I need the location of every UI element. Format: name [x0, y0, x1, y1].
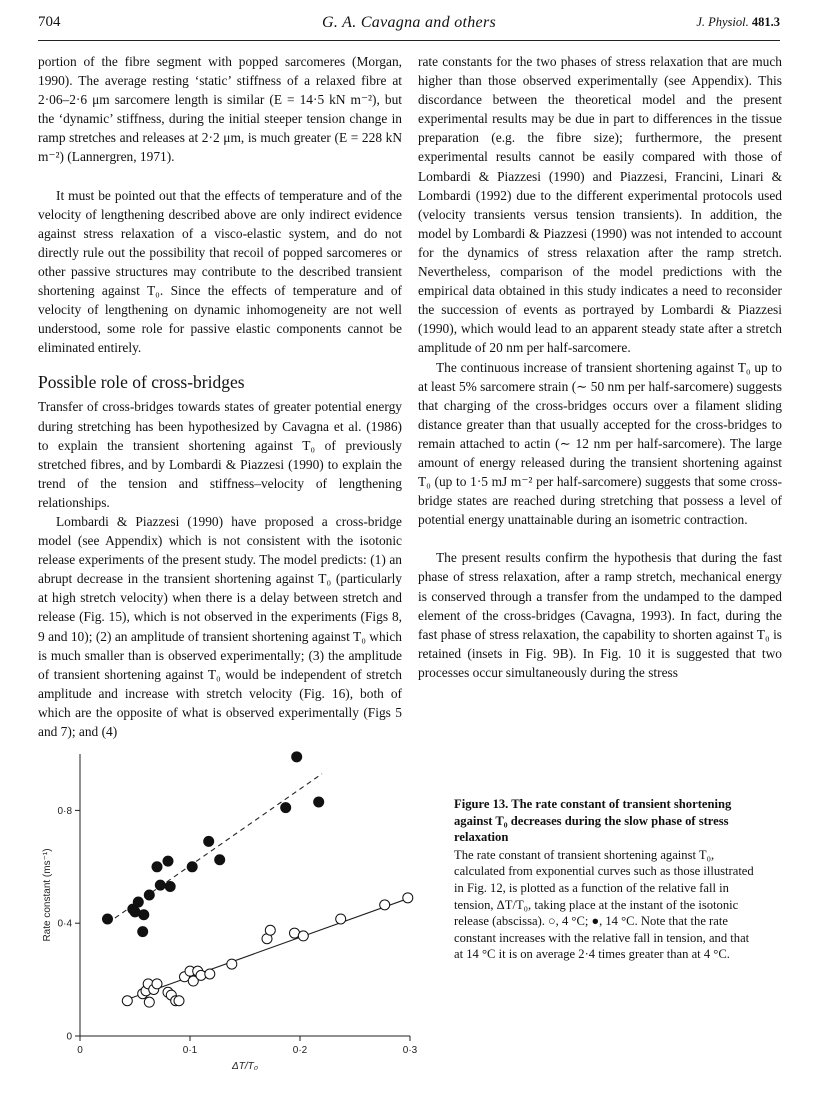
data-point-4c: [227, 959, 237, 969]
running-authors: G. A. Cavagna and others: [321, 14, 496, 31]
section-heading: Possible role of cross-bridges: [38, 372, 245, 393]
data-point-14c: [152, 862, 162, 872]
data-point-14c: [163, 856, 173, 866]
data-point-14c: [165, 882, 175, 892]
x-tick-label: 0: [77, 1045, 83, 1056]
data-point-4c: [298, 931, 308, 941]
data-point-14c: [215, 855, 225, 865]
caption-title: Figure 13. The rate constant of transient shortening against T₀ decreases during the slow phase of stress relaxation: [454, 797, 732, 845]
x-axis-label: ΔT/T₀: [232, 1061, 258, 1072]
x-tick-label: 0·3: [402, 1045, 418, 1056]
data-point-14c: [204, 836, 214, 846]
left-column: [38, 52, 402, 741]
journal-reference: [696, 15, 780, 30]
y-tick-label: 0: [66, 1031, 72, 1043]
data-point-4c: [122, 996, 132, 1006]
paragraph: It must be pointed out that the effects of temperature and of the velocity of lengthening described above are only indirect evidence against stress relaxation of a visco-elastic system, and do not directly rule out the possibility that recoil of popped sarcomeres or other passive structures may contribute to the described transient shortening against T₀. Since the effects of temperature and of velocity of lengthening on dynamic inhomogeneity are not well understood, some role for passive elastic components cannot be eliminated entirely.: [38, 187, 402, 356]
data-point-4c: [336, 914, 346, 924]
data-point-4c: [152, 979, 162, 989]
y-tick-label: 0·4: [57, 918, 72, 930]
data-point-14c: [155, 880, 165, 890]
scatter-plot: [38, 746, 428, 1072]
data-point-14c: [103, 914, 113, 924]
data-point-4c: [205, 969, 215, 979]
header-rule: [38, 40, 780, 41]
page-number: 704: [38, 14, 61, 30]
data-point-4c: [265, 925, 275, 935]
paragraph: Transfer of cross-bridges towards states of greater potential energy during stretching has been hypothesized by Cavagna et al. (1986) to explain the transient shortening against T₀ of previously stretched fibres, and by Lombardi & Piazzesi (1990) to explain the trend of the tension and stiffness–velocity of lengthening relationships.: [38, 399, 402, 510]
paragraph: Lombardi & Piazzesi (1990) have proposed a cross-bridge model (see Appendix) which is not consistent with the isotonic release experiments of the present study. The model predicts: (1) an abrupt decrease in the transient shortening against T₀ (particularly at high stretch velocity) when there is a delay between stretch and release (Fig. 15), which is not observed in the experiments (Figs 8, 9 and 10); (2) an amplitude of transient shortening against T₀ which is much smaller than is observed experimentally; (3) the amplitude of transient shortening against T₀ would be independent of stretch amplitude and increase with stretch velocity (Fig. 16), both of which are the opposite of what is observed experimentally (Figs 5 and 7); and (4): [38, 513, 402, 739]
data-point-14c: [314, 797, 324, 807]
paragraph: The present results confirm the hypothesis that during the fast phase of stress relaxation, after a ramp stretch, mechanical energy is conserved through a transfer from the undamped to the damped element of the cross-bridges (Cavagna, 1993). In fact, during the fast phase of stress relaxation, the capability to shorten against T₀ is retained (insets in Fig. 9B). In Fig. 10 it is suggested that two processes occur simultaneously during the stress: [418, 550, 782, 680]
data-point-4c: [174, 996, 184, 1006]
data-point-14c: [138, 927, 148, 937]
journal-name: J. Physiol.: [696, 15, 749, 29]
data-point-4c: [403, 893, 413, 903]
y-axis-label: Rate constant (ms⁻¹): [42, 848, 53, 942]
y-tick-label: 0·8: [57, 805, 72, 817]
caption-body: The rate constant of transient shortening against T₀, calculated from exponential curves such as those illustrated in Fig. 12, is plotted as a function of the relative fall in tension, ΔT/T₀, taking place at the instant of the isotonic release (abscissa). ○, 4 °C; ●, 14 °C. Note that the rate constant increases with the relative fall in tension, and that at 14 °C it is on average 2·4 times greater than at 4 °C.: [454, 847, 754, 962]
data-point-14c: [292, 752, 302, 762]
paragraph: The continuous increase of transient shortening against T₀ up to at least 5% sarcomere strain (∼ 50 nm per half-sarcomere) suggests that charging of the cross-bridges occurs over a filament sliding distance greater than that usually accepted for the cross-bridges to remain attached to actin (∼ 12 nm per half-sarcomere). The large amount of energy released during the transient shortening against T₀ (up to 1·5 mJ m⁻² per half-sarcomere) suggests that some cross-bridge states are reached during stretching that possess a level of potential energy unattainable during an isometric contraction.: [418, 359, 782, 528]
data-point-14c: [139, 910, 149, 920]
paragraph: portion of the fibre segment with popped sarcomeres (Morgan, 1990). The average resting ‘static’ stiffness of a relaxed fibre at 2·06–2·6 μm sarcomere length is similar (E = 14·5 kN m⁻²), but the ‘dynamic’ stiffness, during the initial steeper tension change in ramp stretches and releases at 2·2 μm, is much greater (E = 228 kN m⁻²) (Lannergren, 1971).: [38, 54, 402, 165]
data-point-4c: [380, 900, 390, 910]
journal-volume: 481.3: [751, 15, 780, 29]
figure-caption: [454, 796, 754, 963]
data-point-14c: [144, 890, 154, 900]
data-point-14c: [281, 803, 291, 813]
figure-13-chart: [38, 746, 428, 1072]
running-header: [38, 14, 780, 38]
right-column: [418, 52, 782, 682]
fit-line-4c: [127, 898, 410, 1000]
data-point-4c: [144, 997, 154, 1007]
data-point-14c: [187, 862, 197, 872]
x-tick-label: 0·1: [182, 1045, 198, 1056]
data-point-14c: [133, 897, 143, 907]
paragraph: rate constants for the two phases of stress relaxation that are much higher than those observed experimentally (see Appendix). This discordance between the theoretical model and the present experimental results may be due in part to differences in the tissue preparation (e.g. the fibre size); furthermore, the present experimental results cannot be easily compared with those of Lombardi & Piazzesi (1990) and Piazzesi, Francini, Linari & Lombardi (1992) due to the different experimental protocols used (velocity transients versus tension transients). In addition, the model by Lombardi & Piazzesi (1990) was not intended to account for the dynamics of stress relaxation after the ramp stretch. Nevertheless, comparison of the model predictions with the empirical data obtained in this study indicates a need to reconsider the succession of events as portrayed by Lombardi & Piazzesi (1990), which would lead to an apparent steady state after a stretch amplitude of 20 nm per half-sarcomere.: [418, 54, 782, 356]
x-tick-label: 0·2: [292, 1045, 308, 1056]
